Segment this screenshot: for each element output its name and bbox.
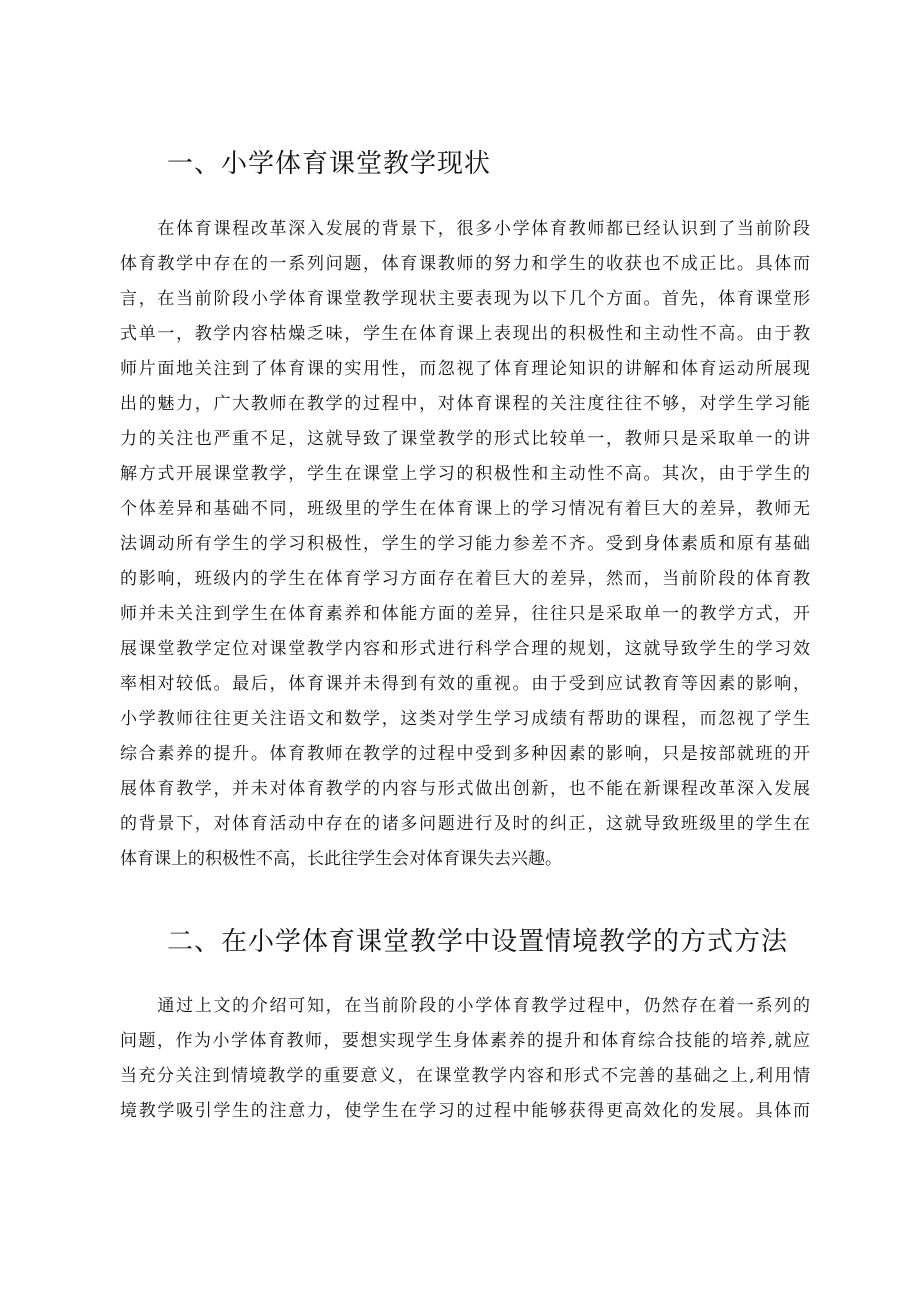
- paragraph-line: 言，在当前阶段小学体育课堂教学现状主要表现为以下几个方面。首先，体育课堂形: [120, 289, 810, 309]
- paragraph-line: 境教学吸引学生的注意力，使学生在学习的过程中能够获得更高效化的发展。具体而: [120, 1101, 810, 1121]
- paragraph-line: 法调动所有学生的学习积极性，学生的学习能力参差不齐。受到身体素质和原有基础: [120, 534, 810, 554]
- paragraph-line: 展课堂教学定位对课堂教学内容和形式进行科学合理的规划，这就导致学生的学习效: [120, 639, 810, 659]
- paragraph-line: 率相对较低。最后，体育课并未得到有效的重视。由于受到应试教育等因素的影响，: [120, 674, 810, 694]
- paragraph-line: 出的魅力，广大教师在教学的过程中，对体育课程的关注度往往不够，对学生学习能: [120, 394, 810, 414]
- paragraph-line: 解方式开展课堂教学，学生在课堂上学习的积极性和主动性不高。其次，由于学生的: [120, 464, 810, 484]
- paragraph-line: 的影响，班级内的学生在体育学习方面存在着巨大的差异，然而，当前阶段的体育教: [120, 569, 810, 589]
- paragraph-line: 展体育教学，并未对体育教学的内容与形式做出创新，也不能在新课程改革深入发展: [120, 779, 810, 799]
- paragraph-line: 师并未关注到学生在体育素养和体能方面的差异，往往只是采取单一的教学方式，开: [120, 604, 810, 624]
- section-heading-2: 二、在小学体育课堂教学中设置情境教学的方式方法: [167, 927, 789, 957]
- section-2-paragraph: [120, 989, 810, 1129]
- paragraph-line: 式单一，教学内容枯燥乏味，学生在体育课上表现出的积极性和主动性不高。由于教: [120, 324, 810, 344]
- paragraph-line: 当充分关注到情境教学的重要意义，在课堂教学内容和形式不完善的基础之上,利用情: [120, 1066, 810, 1086]
- paragraph-line: 综合素养的提升。体育教师在教学的过程中受到多种因素的影响，只是按部就班的开: [120, 744, 810, 764]
- paragraph-line: 个体差异和基础不同，班级里的学生在体育课上的学习情况有着巨大的差异，教师无: [120, 499, 810, 519]
- paragraph-line: 的背景下，对体育活动中存在的诸多问题进行及时的纠正，这就导致班级里的学生在: [120, 814, 810, 834]
- paragraph-line: 问题，作为小学体育教师，要想实现学生身体素养的提升和体育综合技能的培养,就应: [120, 1031, 810, 1051]
- paragraph-line: 小学教师往往更关注语文和数学，这类对学生学习成绩有帮助的课程，而忽视了学生: [120, 709, 810, 729]
- paragraph-line: 在体育课程改革深入发展的背景下，很多小学体育教师都已经认识到了当前阶段: [120, 219, 810, 239]
- paragraph-line: 体育课上的积极性不高，长此往学生会对体育课失去兴趣。: [120, 849, 562, 869]
- section-1-paragraph: [120, 212, 810, 877]
- paragraph-line: 体育教学中存在的一系列问题，体育课教师的努力和学生的收获也不成正比。具体而: [120, 254, 810, 274]
- section-heading-1: 一、小学体育课堂教学现状: [167, 149, 492, 179]
- paragraph-line: 通过上文的介绍可知，在当前阶段的小学体育教学过程中，仍然存在着一系列的: [120, 996, 810, 1016]
- paragraph-line: 师片面地关注到了体育课的实用性，而忽视了体育理论知识的讲解和体育运动所展现: [120, 359, 810, 379]
- paragraph-line: 力的关注也严重不足，这就导致了课堂教学的形式比较单一，教师只是采取单一的讲: [120, 429, 810, 449]
